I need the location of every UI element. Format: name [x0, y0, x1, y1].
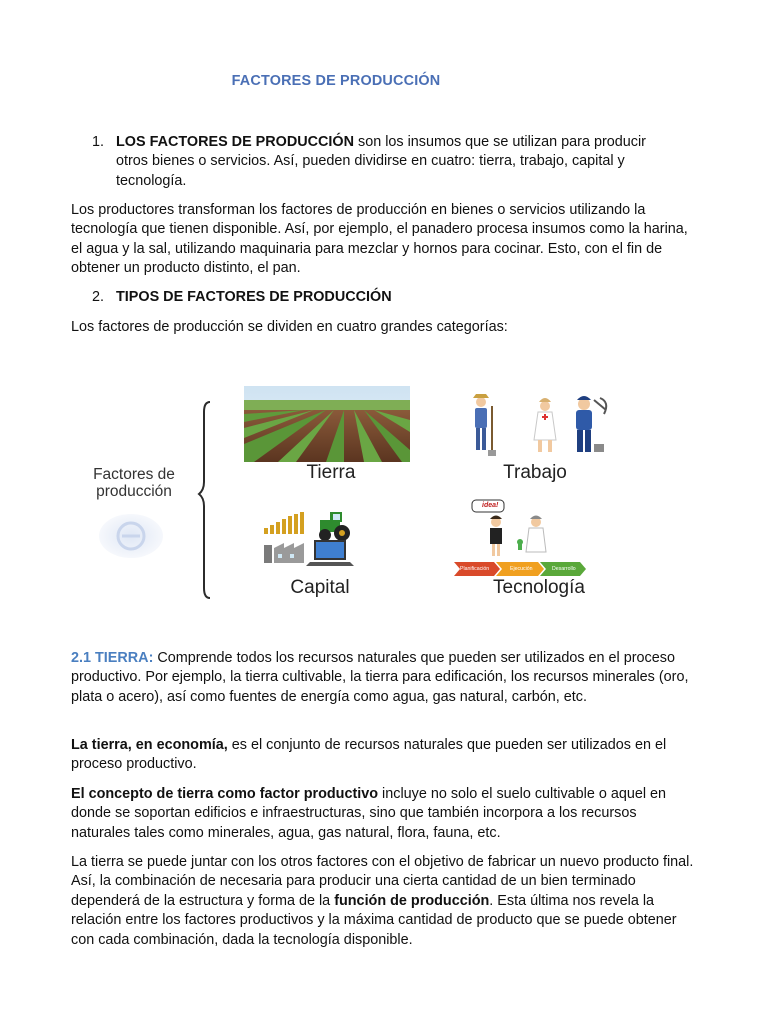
section-2-1-text: Comprende todos los recursos naturales que pueden ser utilizados en el proceso productivo. Por ejemplo, la tierra cultivable, la tierra para edificación, los recursos minerales (oro, plata o acero), así como fuentes de energía como agua, gas natural, carbón, etc. [71, 650, 689, 705]
trabajo-label: Trabajo [503, 462, 567, 483]
logo-watermark-icon [99, 514, 163, 558]
paragraph-3 [71, 736, 699, 775]
farmer-icon [473, 394, 496, 456]
item-1-bold: LOS FACTORES DE PRODUCCIÓN [116, 134, 354, 150]
tecnologia-label: Tecnología [493, 577, 585, 598]
factors-diagram [64, 380, 624, 608]
list-item-1 [92, 133, 676, 191]
section-2-1 [71, 649, 699, 707]
paragraph-3-text: es el conjunto de recursos naturales que pueden ser utilizados en el proceso productivo. [71, 737, 667, 773]
laptop-icon [306, 540, 354, 566]
scientist-icon [517, 516, 546, 553]
paragraph-4-text: incluye no solo el suelo cultivable o aquel en donde se soportan edificios e infraestructuras, sino que también incorpora a los recursos naturales tales como minerales, agua, gas natural, flora, fauna, etc. [71, 786, 667, 841]
page-title: FACTORES DE PRODUCCIÓN [231, 73, 441, 89]
miner-icon [576, 396, 606, 452]
speech-bubble-text: idea! [482, 502, 499, 509]
list-item-2 [92, 288, 676, 307]
list-number: 1. [92, 134, 105, 150]
bracket [199, 402, 210, 598]
paragraph-5 [71, 853, 699, 950]
arrow-step-2: Ejecución [510, 566, 533, 572]
item-2-bold: TIPOS DE FACTORES DE PRODUCCIÓN [116, 289, 392, 305]
paragraph-5-text-before: La tierra se puede juntar con los otros factores con el objetivo de fabricar un nuevo producto final. Así, la combinación de necesaria para producir una cierta cantidad de un bien terminado dependerá de la estructura y forma de la [71, 854, 694, 909]
paragraph-5-text-after: . Esta última nos revela la relación entre los factores productivos y la máxima cantidad de producto que se puede obtener con cada combinación, dada la tecnología disponible. [71, 892, 677, 948]
section-2-1-heading: 2.1 TIERRA: [71, 650, 154, 666]
arrow-step-1: Planificación [460, 566, 490, 572]
coins-icon [264, 512, 304, 534]
list-number: 2. [92, 289, 105, 305]
paragraph-5-bold: función de producción [334, 892, 490, 909]
tractor-icon [319, 512, 350, 541]
paragraph-4 [71, 785, 699, 843]
paragraph-2: Los factores de producción se dividen en cuatro grandes categorías: [71, 319, 508, 335]
item-1-text: son los insumos que se utilizan para producir otros bienes o servicios. Así, pueden dividirse en cuatro: tierra, trabajo, capital y tecnología. [116, 134, 646, 189]
factores-label: Factores de producción [93, 466, 175, 500]
paragraph-1: Los productores transforman los factores de producción en bienes o servicios utilizando la tecnología que tienen disponible. Así, por ejemplo, el panadero procesa insumos como la harina, el agua y la sal, utilizando maquinaria para mezclar y hornos para cocinar. Esto, con el fin de obtener un producto distinto, el pan. [71, 202, 688, 277]
paragraph-4-bold: El concepto de tierra como factor productivo [71, 786, 379, 802]
factory-icon [264, 543, 304, 563]
paragraph-3-bold: La tierra, en economía, [71, 737, 228, 753]
nurse-icon [534, 398, 556, 452]
arrow-step-3: Desarrollo [552, 566, 576, 572]
tierra-label: Tierra [306, 462, 356, 483]
capital-label: Capital [290, 577, 350, 598]
farm-field-image [244, 386, 410, 462]
